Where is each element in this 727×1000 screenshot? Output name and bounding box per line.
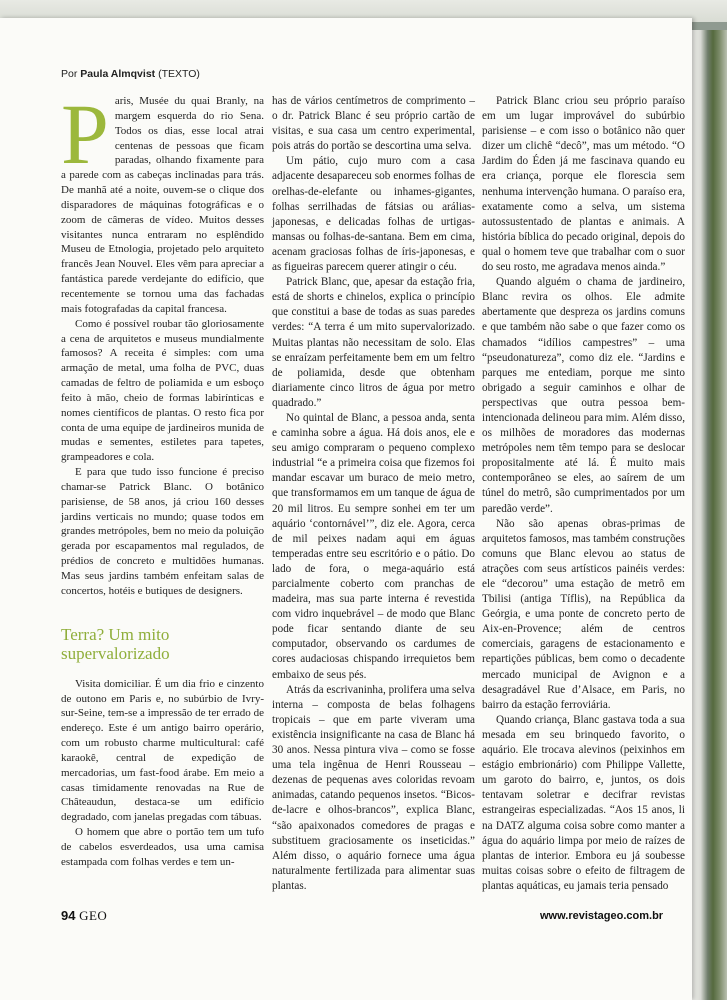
article-paragraph: Quando criança, Blanc gastava toda a sua mesada em seu brinquedo favorito, o aquário. Ele trocava alevinos (peixinhos em estágio embrionário) com Philippe Vallette, um garoto do bairro, e, juntos, os dois tentavam soletrar e decifrar revistas estrangeiras especializadas. “Aos 15 anos, li na DATZ alguma coisa sobre como manter a água do aquário limpa por meio de raízes de plantas de interior. Embora eu já soubesse muitas coisas sobre o efeito de filtragem de plantas aquáticas, eu jamais teria pensado	[482, 713, 685, 892]
article-paragraph: Visita domiciliar. É um dia frio e cinzento de outono em Paris e, no subúrbio de Ivry-sur-Seine, tem-se a impressão de ter errado de endereço. Este é um antigo bairro operário, com um robusto charme multicultural: café karaokê, central de expedição de mercadorias, um fast-food árabe. Em meio a casas timidamente renovadas na Rue de Châteaudun, destaca-se um edifício degradado, com janelas pregadas com tábuas.	[61, 677, 264, 824]
article-paragraph: Como é possível roubar tão gloriosamente a cena de arquitetos e museus mundialmente famosos? A receita é simples: com uma armação de metal, uma folha de PVC, duas camadas de feltro de poliamida e um esboço feito à mão, cheio de formas labirínticas e nomes científicos de plantas. O resto fica por conta de uma equipe de jardineiros munida de mudas e sementes, estiletes para tapetes, grampeadores e cola.	[61, 317, 264, 464]
section-subheading: Terra? Um mito supervalorizado	[61, 624, 170, 663]
article-paragraph: Atrás da escrivaninha, prolifera uma selva interna – composta de belas folhagens tropicais – que em parte viveram uma existência insignificante na casa de Blanc há 30 anos. Nessa pintura viva – como se fosse uma tela ingênua de Henri Rousseau – dezenas de pequenas aves coloridas revoam animadas, catando pequenos insetos. “Bicos-de-lacre e olhos-brancos”, explica Blanc, “são apaixonados comedores de pragas e substituem graciosamente os inseticidas.” Além disso, o aquário fornece uma água naturalmente fertilizada para alimentar suas plantas.	[272, 683, 475, 892]
article-paragraph	[61, 86, 264, 317]
article-paragraph: Não são apenas obras-primas de arquitetos famosos, mas também construções comuns que Blanc elevou ao status de atrações com seus artísticos painéis verdes: ele “decorou” uma estação de metrô em Tbilisi (antiga Tíflis), na República da Geórgia, e uma ponte de concreto perto de Aix-en-Provence; além de centros comerciais, garagens de estacionamento e repartições públicas, bem como o decadente mercado municipal de Avignon e a desagradável Rue d’Alsace, em Paris, no bairro da estação ferroviária.	[482, 517, 685, 711]
article-paragraph: Quando alguém o chama de jardineiro, Blanc revira os olhos. Ele admite abertamente que despreza os jardins comuns e que também não sabe o que fazer como os chamados “idílios campestres” – uma “pseudonatureza”, como diz ele. “Jardins e parques me entediam, porque me sinto obrigado a seguir caminhos e olhar de perspectivas que outra pessoa bem-intencionada delineou para mim. Além disso, os milhões de moradores das modernas metrópoles nem têm tempo para se deslocar propositalmente até lá. É muito mais contemporâneo se eles, ao saírem de um túnel do metrô, são cumprimentados por um paredão verde”.	[482, 276, 685, 515]
article-paragraph: O homem que abre o portão tem um tufo de cabelos esverdeados, usa uma camisa estampada com folhas verdes e tem un-	[61, 826, 264, 868]
article-paragraph: Patrick Blanc criou seu próprio paraíso em um lugar improvável do subúrbio parisiense – e com isso o botânico não quer dizer um clichê “decô”, mas um método. “O Jardim do Éden já me fascinava quando eu era criança, porque ele florescia sem nenhuma intervenção humana. O paraíso era, exatamente como a selva, um sistema autossustentado de plantas e animais. A história bíblica do pecado original, depois do qual o homem teve que trabalhar com o suor do seu rosto, me agradava menos ainda.”	[482, 95, 685, 274]
article-paragraph: has de vários centímetros de comprimento – o dr. Patrick Blanc é seu próprio cartão de visitas, e sua casa um centro experimental, pois atrás do portão se descortina uma selva.	[272, 95, 475, 153]
article-column-1	[61, 86, 264, 870]
article-paragraph: Um pátio, cujo muro com a casa adjacente desapareceu sob enormes folhas de orelhas-de-elefante ou inhames-gigantes, folhas serrilhadas de fátsias ou arálias-japonesas, e delicadas folhas de urtigas-mansas ou folhas-de-santana. Bem em cima, acenam graciosas folhas de íris-japonesas, e as figueiras parecem querer atingir o céu.	[272, 155, 475, 274]
facing-page-edge	[692, 30, 727, 1000]
article-column-3	[482, 94, 685, 894]
page-folio	[61, 908, 107, 924]
website-url: www.revistageo.com.br	[540, 910, 664, 922]
drop-cap: P	[61, 86, 109, 182]
article-paragraph: Patrick Blanc, que, apesar da estação fria, está de shorts e chinelos, explica o princípio que constitui a base de todas as suas paredes verdes: “A terra é um mito supervalorizado. Muitas plantas não necessitam de solo. Elas se enraízam perfeitamente bem em um feltro de poliamida, desde que obtenham diariamente cinco litros de água por metro quadrado.”	[272, 276, 475, 409]
byline-author: Paula Almqvist	[80, 68, 156, 80]
article-paragraph: No quintal de Blanc, a pessoa anda, senta e caminha sobre a água. Há dois anos, ele e seu amigo compraram o pequeno complexo industrial “e a primeira coisa que fizemos foi mandar escavar um buraco de meio metro, que transformamos em um tanque de água de 20 mil litros. Eu sempre sonhei em ter um aquário ‘contornável’”, diz ele. Agora, cerca de mil peixes nadam aqui em águas temperadas entre seu escritório e o pátio. Do lado de fora, o mega-aquário está parcialmente coberto com pranchas de madeira, mas sua parte interna é revestida com vidro inquebrável – de modo que Blanc pode ficar sentando diante de seu computador, observando os cardumes de cores audaciosas chispando irrequietos bem embaixo de seus pés.	[272, 411, 475, 681]
byline-suffix: (TEXTO)	[158, 68, 200, 80]
byline	[61, 68, 200, 80]
magazine-brand: GEO	[79, 908, 108, 923]
page-number: 94	[61, 908, 76, 923]
paragraph-text: aris, Musée du quai Branly, na margem esquerda do rio Sena. Todos os dias, esse local atrai centenas de pessoas que ficam paradas, olhando fixamente para a parede com as cabeças inclinadas para trás. De manhã até a noite, ouvem-se o clique dos disparadores de máquinas fotográficas e o zoom de câmeras de vídeo. Muitos desses visitantes nunca entraram no esplêndido Museu de Etnologia, projetado pelo arquiteto francês Jean Nouvel. Eles vêm para apreciar a fantástica parede verdejante do edifício, que recentemente se tornou uma das fachadas mais fotografadas da capital francesa.	[61, 95, 264, 315]
article-paragraph: E para que tudo isso funcione é preciso chamar-se Patrick Blanc. O botânico parisiense, de 58 anos, já criou 160 desses jardins verticais no mundo; quase todos em grandes metrópoles, bem no meio da poluição gerada por escapamentos mal regulados, de prédios de concreto e multidões humanas. Mas seus jardins também enfeitam salas de concertos, hotéis e butiques de designers.	[61, 466, 264, 597]
article-column-2	[272, 94, 475, 894]
byline-prefix: Por	[61, 68, 78, 80]
